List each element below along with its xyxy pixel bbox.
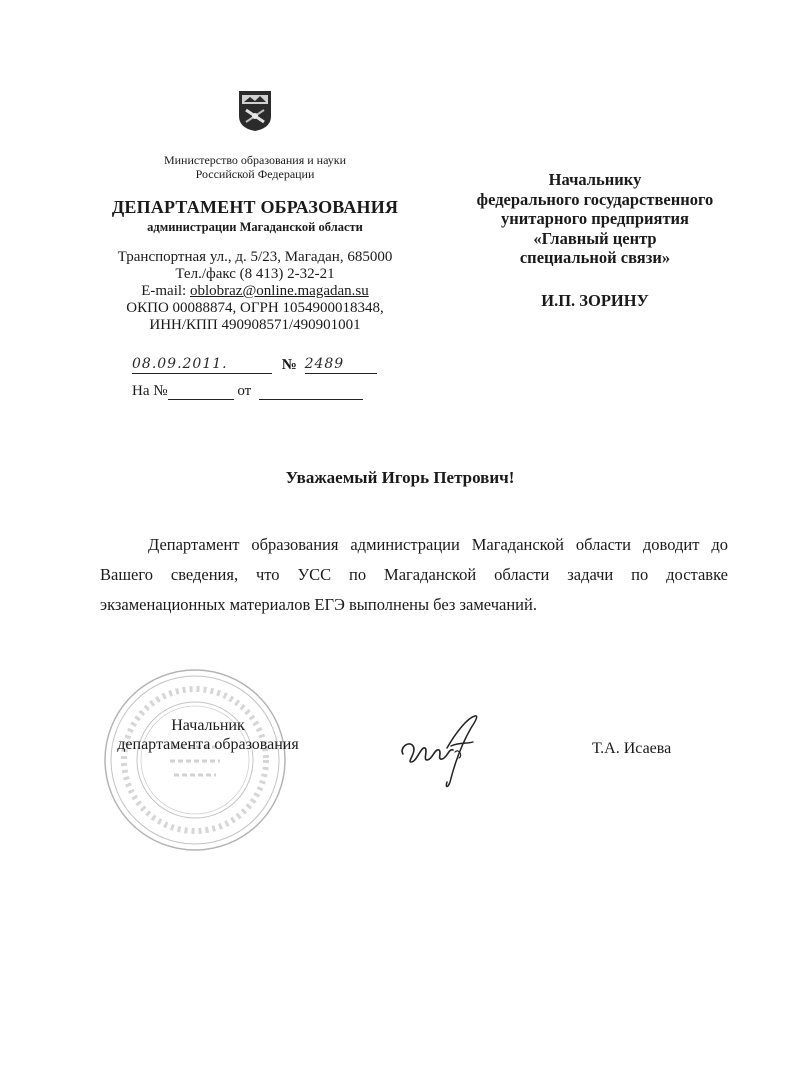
addressee-line-5: специальной связи»	[519, 248, 671, 267]
outgoing-registration	[132, 356, 377, 374]
addressee-name: И.П. ЗОРИНУ	[541, 290, 649, 310]
signer-name: Т.А. Исаева	[592, 740, 672, 757]
official-stamp-icon	[100, 665, 290, 855]
email-label: E-mail:	[141, 283, 190, 299]
greeting: Уважаемый Игорь Петрович!	[285, 468, 515, 487]
reply-from-label: от	[237, 383, 252, 399]
addressee-line-3: унитарного предприятия	[500, 209, 689, 228]
addressee	[450, 170, 740, 310]
date-field: 08.09.2011.	[132, 356, 272, 374]
department-name: ДЕПАРТАМЕНТ ОБРАЗОВАНИЯ	[111, 197, 399, 217]
department-subtitle: администрации Магаданской области	[147, 220, 363, 234]
signer-role	[98, 716, 318, 754]
reply-number-field	[168, 382, 234, 400]
letter-body: Департамент образования администрации Магаданской области доводит до Вашего сведения, что УСС по Магаданской области задачи по доставке экзаменационных материалов ЕГЭ выполнены без замечаний.	[100, 535, 728, 614]
number-field: 2489	[305, 356, 377, 374]
reply-date-field	[259, 382, 363, 400]
number-label: №	[281, 357, 297, 373]
addressee-line-1: Начальнику	[548, 170, 642, 189]
email-link[interactable]: oblobraz@online.magadan.su	[189, 283, 369, 299]
signer-role-line-1: Начальник	[171, 717, 245, 734]
address: Транспортная ул., д. 5/23, Магадан, 685000	[117, 249, 393, 265]
addressee-line-4: «Главный центр	[533, 228, 657, 248]
signer-role-line-2: департамента образования	[117, 736, 299, 753]
email-line	[95, 283, 415, 300]
ministry-line-1: Министерство образования и науки	[163, 153, 347, 167]
codes-line-2: ИНН/КПП 490908571/490901001	[149, 317, 361, 333]
reply-registration	[132, 382, 363, 400]
ministry-line-2: Российской Федерации	[195, 167, 315, 181]
phone: Тел./факс (8 413) 2-32-21	[175, 266, 335, 282]
addressee-line-2: федерального государственного	[476, 189, 714, 209]
codes-line-1: ОКПО 00088874, ОГРН 1054900018348,	[126, 300, 384, 316]
coat-of-arms-icon	[238, 90, 272, 132]
handwritten-signature-icon	[395, 712, 490, 792]
reply-number-label: На №	[132, 383, 168, 399]
letterhead	[95, 90, 415, 334]
contact-details	[95, 249, 415, 334]
